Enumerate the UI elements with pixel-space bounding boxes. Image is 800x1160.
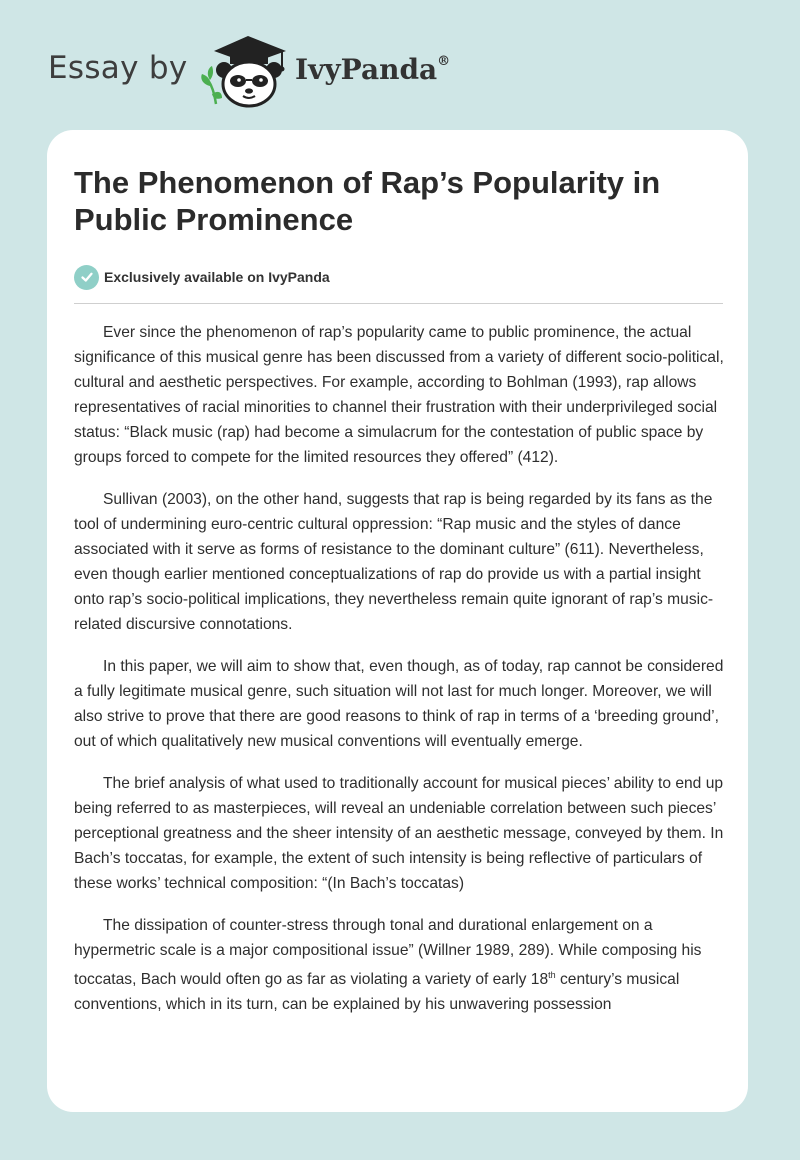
paragraph: Sullivan (2003), on the other hand, suggests that rap is being regarded by its fans as the tool of undermining euro-centric cultural oppression: “Rap music and the styles of dance associated with it serve as forms of resistance to the dominant culture” (611). Nevertheless, even though earlier mentioned conceptualizations of rap do provide us with a partial insight onto rap’s socio-political implications, they nevertheless remain quite ignorant of rap’s music-related discursive connotations. [74, 491, 714, 633]
paragraph: In this paper, we will aim to show that, even though, as of today, rap cannot be considered a fully legitimate musical genre, such situation will not last for much longer. Moreover, we will also strive to prove that there are good reasons to think of rap in terms of a ‘breeding ground’, out of which qualitatively new musical conventions will eventually emerge. [74, 658, 724, 750]
essay-by-label: Essay by [48, 50, 188, 86]
paragraph: Ever since the phenomenon of rap’s popularity came to public prominence, the actual significance of this musical genre has been discussed from a variety of different socio-political, cultural and aesthetic perspectives. For example, according to Bohlman (1993), rap allows representatives of racial minorities to channel their frustration with their underprivileged social status: “Black music (rap) had become a simulacrum for the contestation of public space by groups forced to compete for the limited resources they offered” (412). [74, 324, 724, 466]
paragraph [74, 913, 729, 1017]
site-header [0, 0, 800, 128]
essay-body [74, 320, 729, 1034]
superscript: th [548, 970, 556, 980]
paragraph-text: century’s musical conventions, which in its turn, can be explained by his unwavering possession [74, 971, 680, 1014]
paragraph-text: The dissipation of counter-stress through tonal and durational enlargement on a hypermetric scale is a major compositional issue” (Willner 1989, 289). While composing his toccatas, Bach would often go as far as violating a variety of early 18 [74, 917, 702, 989]
brand-name[interactable]: IvyPanda® [295, 53, 451, 86]
essay-card [47, 130, 748, 1112]
registered-mark: ® [437, 53, 451, 69]
check-icon [74, 265, 99, 290]
divider [74, 303, 723, 304]
exclusive-label: Exclusively available on IvyPanda [104, 269, 330, 285]
essay-title: The Phenomenon of Rap’s Popularity in Public Prominence [74, 165, 661, 237]
exclusive-badge [74, 264, 330, 290]
panda-logo-icon[interactable] [198, 34, 294, 110]
paragraph: The brief analysis of what used to traditionally account for musical pieces’ ability to end up being referred to as masterpieces, will reveal an undeniable correlation between such pieces’ perceptional greatness and the sheer intensity of an aesthetic message, conveyed by them. In Bach’s toccatas, for example, the extent of such intensity is being reflective of particulars of these works’ technical composition: “(In Bach’s toccatas) [74, 775, 724, 892]
